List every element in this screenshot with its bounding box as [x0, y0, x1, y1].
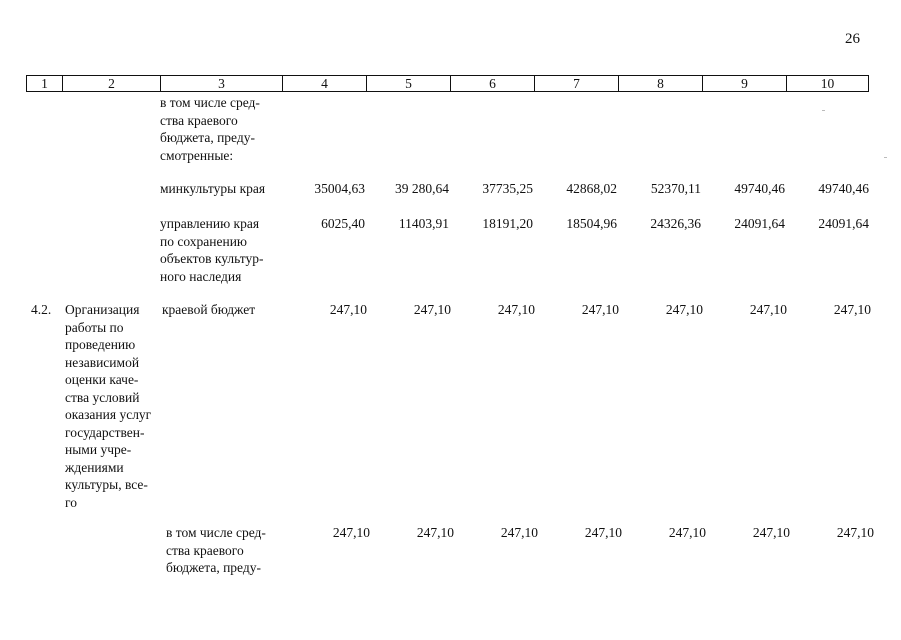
row-heritage-value-6: 18191,20	[482, 216, 533, 231]
row-minculture-value-8: 52370,11	[650, 181, 701, 196]
label-line: по сохранению	[160, 233, 247, 249]
row-heritage-value-9: 24091,64	[734, 216, 785, 231]
row-regional-budget-value-9: 247,10	[749, 302, 787, 317]
name-line: оценки каче-	[65, 372, 139, 387]
row-including-regional-value-7: 247,10	[584, 525, 622, 540]
name-line: проведению	[65, 337, 136, 352]
header-col-7: 7	[535, 76, 619, 92]
name-line: го	[65, 494, 77, 510]
name-line: ждениями	[65, 459, 124, 475]
header-col-2: 2	[63, 76, 161, 92]
label-line: в том числе сред-	[166, 525, 266, 540]
row-regional-budget-value-4: 247,10	[329, 302, 367, 317]
row-including-label	[160, 94, 282, 164]
name-line: оказания услуг	[65, 407, 152, 422]
page-number: 26	[845, 31, 860, 47]
header-col-3: 3	[161, 76, 283, 92]
item-name	[65, 301, 162, 511]
row-heritage-label	[160, 215, 282, 285]
name-line: культуры, все-	[65, 477, 148, 492]
row-heritage-value-8: 24326,36	[650, 216, 701, 231]
label-line: бюджета, преду-	[166, 560, 261, 575]
row-including-regional-value-5: 247,10	[416, 525, 454, 540]
row-regional-budget-value-10: 247,10	[833, 302, 871, 317]
label-line: ства краевого	[166, 542, 244, 558]
row-including-regional-value-4: 247,10	[332, 525, 370, 540]
column-number-header	[26, 75, 869, 92]
scan-speck	[884, 157, 887, 158]
row-minculture-value-4: 35004,63	[314, 181, 365, 196]
row-minculture-value-10: 49740,46	[818, 181, 869, 196]
row-including-regional-value-8: 247,10	[668, 525, 706, 540]
name-line: Организация	[65, 302, 140, 317]
row-regional-budget-value-5: 247,10	[413, 302, 451, 317]
row-heritage-value-7: 18504,96	[566, 216, 617, 231]
label-line: объектов культур-	[160, 251, 264, 266]
name-line: независимой	[65, 354, 140, 370]
header-col-6: 6	[451, 76, 535, 92]
row-including-regional-value-10: 247,10	[836, 525, 874, 540]
name-line: работы по	[65, 319, 124, 335]
header-col-8: 8	[619, 76, 703, 92]
name-line: ными учре-	[65, 442, 132, 457]
row-minculture-value-5: 39 280,64	[395, 181, 449, 196]
row-including-regional-label	[166, 524, 286, 577]
name-line: государствен-	[65, 424, 145, 440]
label-line: в том числе сред-	[160, 95, 260, 110]
row-minculture-label: минкультуры края	[160, 181, 266, 196]
label-line: управлению края	[160, 216, 260, 231]
row-regional-budget-value-8: 247,10	[665, 302, 703, 317]
row-heritage-value-10: 24091,64	[818, 216, 869, 231]
header-col-5: 5	[367, 76, 451, 92]
scan-speck	[822, 110, 825, 111]
label-line: бюджета, преду-	[160, 130, 255, 145]
label-line: ства краевого	[160, 112, 238, 128]
row-minculture-value-7: 42868,02	[566, 181, 617, 196]
row-regional-budget-value-7: 247,10	[581, 302, 619, 317]
label-line: ного наследия	[160, 268, 242, 284]
row-heritage-value-4: 6025,40	[321, 216, 365, 231]
item-number: 4.2.	[31, 302, 52, 317]
row-regional-budget-label: краевой бюджет	[162, 302, 256, 317]
row-including-regional-value-9: 247,10	[752, 525, 790, 540]
row-heritage-value-5: 11403,91	[398, 216, 449, 231]
header-col-9: 9	[703, 76, 787, 92]
row-minculture-value-6: 37735,25	[482, 181, 533, 196]
label-line: смотренные:	[160, 147, 234, 163]
row-regional-budget-value-6: 247,10	[497, 302, 535, 317]
header-col-1: 1	[27, 76, 63, 92]
header-col-10: 10	[787, 76, 869, 92]
name-line: ства условий	[65, 389, 140, 405]
header-col-4: 4	[283, 76, 367, 92]
row-including-regional-value-6: 247,10	[500, 525, 538, 540]
row-minculture-value-9: 49740,46	[734, 181, 785, 196]
